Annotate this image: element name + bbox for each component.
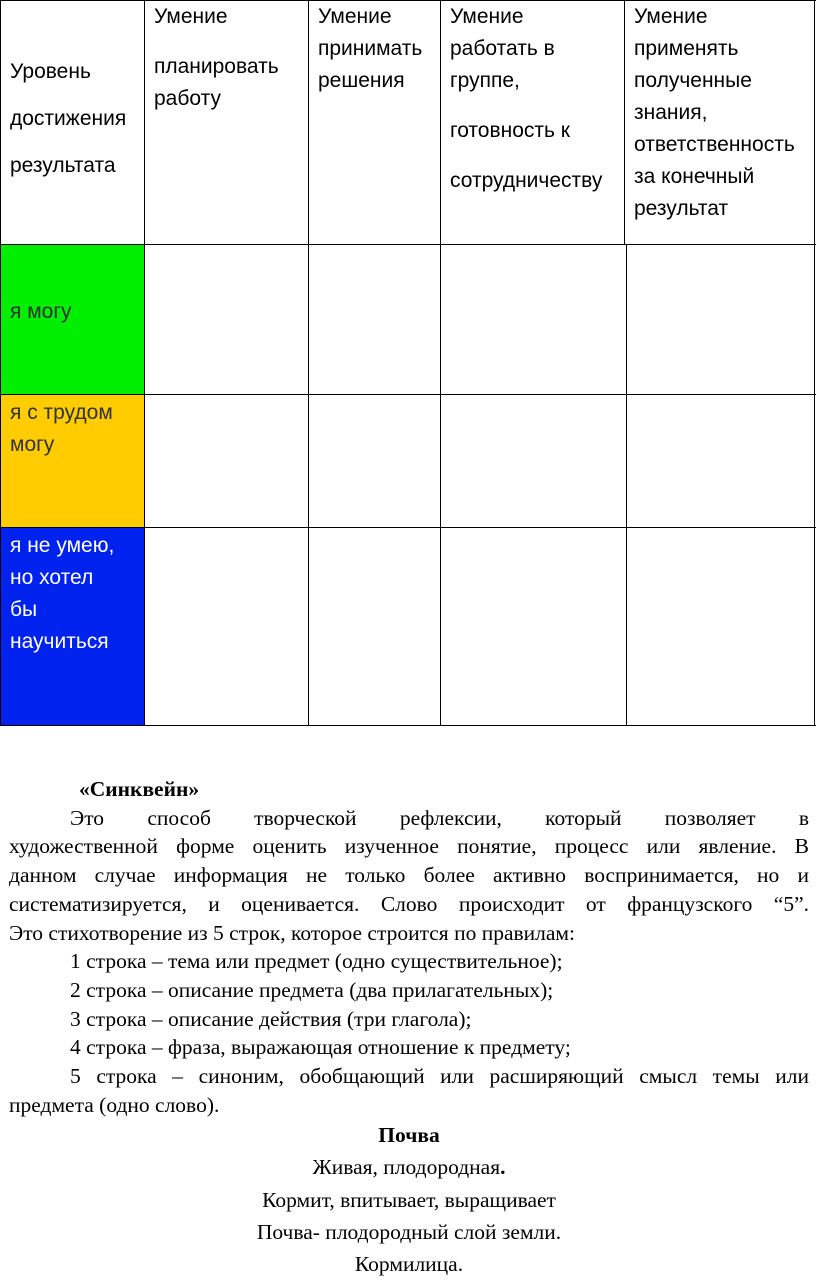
header-responsibility-line-4: знания, <box>634 101 708 124</box>
row-cannot-label-3: бы <box>10 598 38 621</box>
header-level-line-2: достижения <box>10 107 127 130</box>
section-title: «Синквейн» <box>79 777 200 801</box>
intro-line-4: систематизируется, и оценивается. Слово происходит от французского “5”. <box>9 891 809 916</box>
header-teamwork-line-1: Умение <box>450 5 524 28</box>
header-responsibility <box>625 1 815 225</box>
header-planning-line-1: Умение <box>154 5 228 28</box>
row-cannot-label-1: я не умею, <box>10 534 115 557</box>
header-responsibility-line-6: за конечный <box>634 165 755 188</box>
header-teamwork-line-5: сотрудничеству <box>450 169 603 192</box>
header-level-line-1: Уровень <box>10 60 91 83</box>
table-col-line-1 <box>144 0 145 726</box>
table-divider-row2 <box>0 527 816 528</box>
table-divider-header <box>0 244 816 245</box>
header-planning-line-2: планировать <box>154 55 279 78</box>
table-col-line-2 <box>308 0 309 726</box>
intro-line-1: Это способ творческой рефлексии, который позволяет в <box>70 805 809 830</box>
header-teamwork-line-2: работать в <box>450 37 555 60</box>
intro-line-2: художественной форме оценить изученное понятие, процесс или явление. В <box>9 834 809 859</box>
row-cannot-cell <box>1 527 144 725</box>
header-level-line-3: результата <box>10 154 116 177</box>
header-responsibility-line-3: полученные <box>634 69 752 92</box>
rule-line-2: 2 строка – описание предмета (два прилагательных); <box>70 977 554 1002</box>
table-divider-row1 <box>0 394 816 395</box>
rule-line-4: 4 строка – фраза, выражающая отношение к предмету; <box>70 1035 571 1060</box>
poem-line-1 <box>9 1151 809 1184</box>
header-planning-line-3: работу <box>154 87 221 110</box>
poem-line-1-end: . <box>500 1155 506 1180</box>
poem-line-4: Кормилица. <box>354 1252 464 1277</box>
row-hard-label-2: могу <box>10 433 55 456</box>
header-decisions-line-3: решения <box>318 69 405 92</box>
header-level <box>1 48 144 189</box>
table-col-line-3 <box>440 0 441 726</box>
header-decisions-line-2: принимать <box>318 37 423 60</box>
table-col-line-4b <box>626 244 627 726</box>
row-can-cell <box>1 245 144 394</box>
row-cannot-label-2: но хотел <box>10 566 94 589</box>
header-decisions-line-1: Умение <box>318 5 392 28</box>
poem-line-2: Кормит, впитывает, выращивает <box>262 1188 556 1213</box>
table-col-line-4a <box>624 0 625 245</box>
sinkwine-section <box>9 775 809 1280</box>
rule-line-5-tail: предмета (одно слово). <box>9 1092 220 1117</box>
header-teamwork <box>441 1 625 197</box>
row-cannot-label-4: научиться <box>10 630 109 653</box>
poem-title: Почва <box>378 1123 440 1148</box>
header-teamwork-line-4: готовность к <box>450 119 570 142</box>
table-border-top <box>0 0 816 1</box>
rule-line-5: 5 строка – синоним, обобщающий или расширяющий смысл темы или <box>70 1064 809 1089</box>
row-hard-cell <box>1 394 144 527</box>
header-teamwork-line-3: группе, <box>450 69 520 92</box>
table-border-right <box>814 0 815 726</box>
poem-line-1-text: Живая, плодородная <box>312 1155 501 1180</box>
poem-line-3: Почва- плодородный слой земли. <box>256 1220 562 1245</box>
header-responsibility-line-5: ответственность <box>634 133 795 156</box>
table-border-left <box>0 0 1 726</box>
row-hard-label-1: я с трудом <box>10 401 113 424</box>
row-can-label: я могу <box>10 300 72 323</box>
header-planning <box>145 1 308 115</box>
rule-line-3: 3 строка – описание действия (три глагола); <box>70 1006 472 1031</box>
table-border-bottom <box>0 725 816 726</box>
header-decisions <box>309 1 440 97</box>
header-responsibility-line-1: Умение <box>634 5 708 28</box>
intro-line-5: Это стихотворение из 5 строк, которое строится по правилам: <box>9 920 576 945</box>
header-responsibility-line-2: применять <box>634 37 739 60</box>
header-responsibility-line-7: результат <box>634 197 729 220</box>
rule-line-1: 1 строка – тема или предмет (одно существительное); <box>70 949 563 974</box>
intro-line-3: данном случае информация не только более активно воспринимается, но и <box>9 863 809 888</box>
